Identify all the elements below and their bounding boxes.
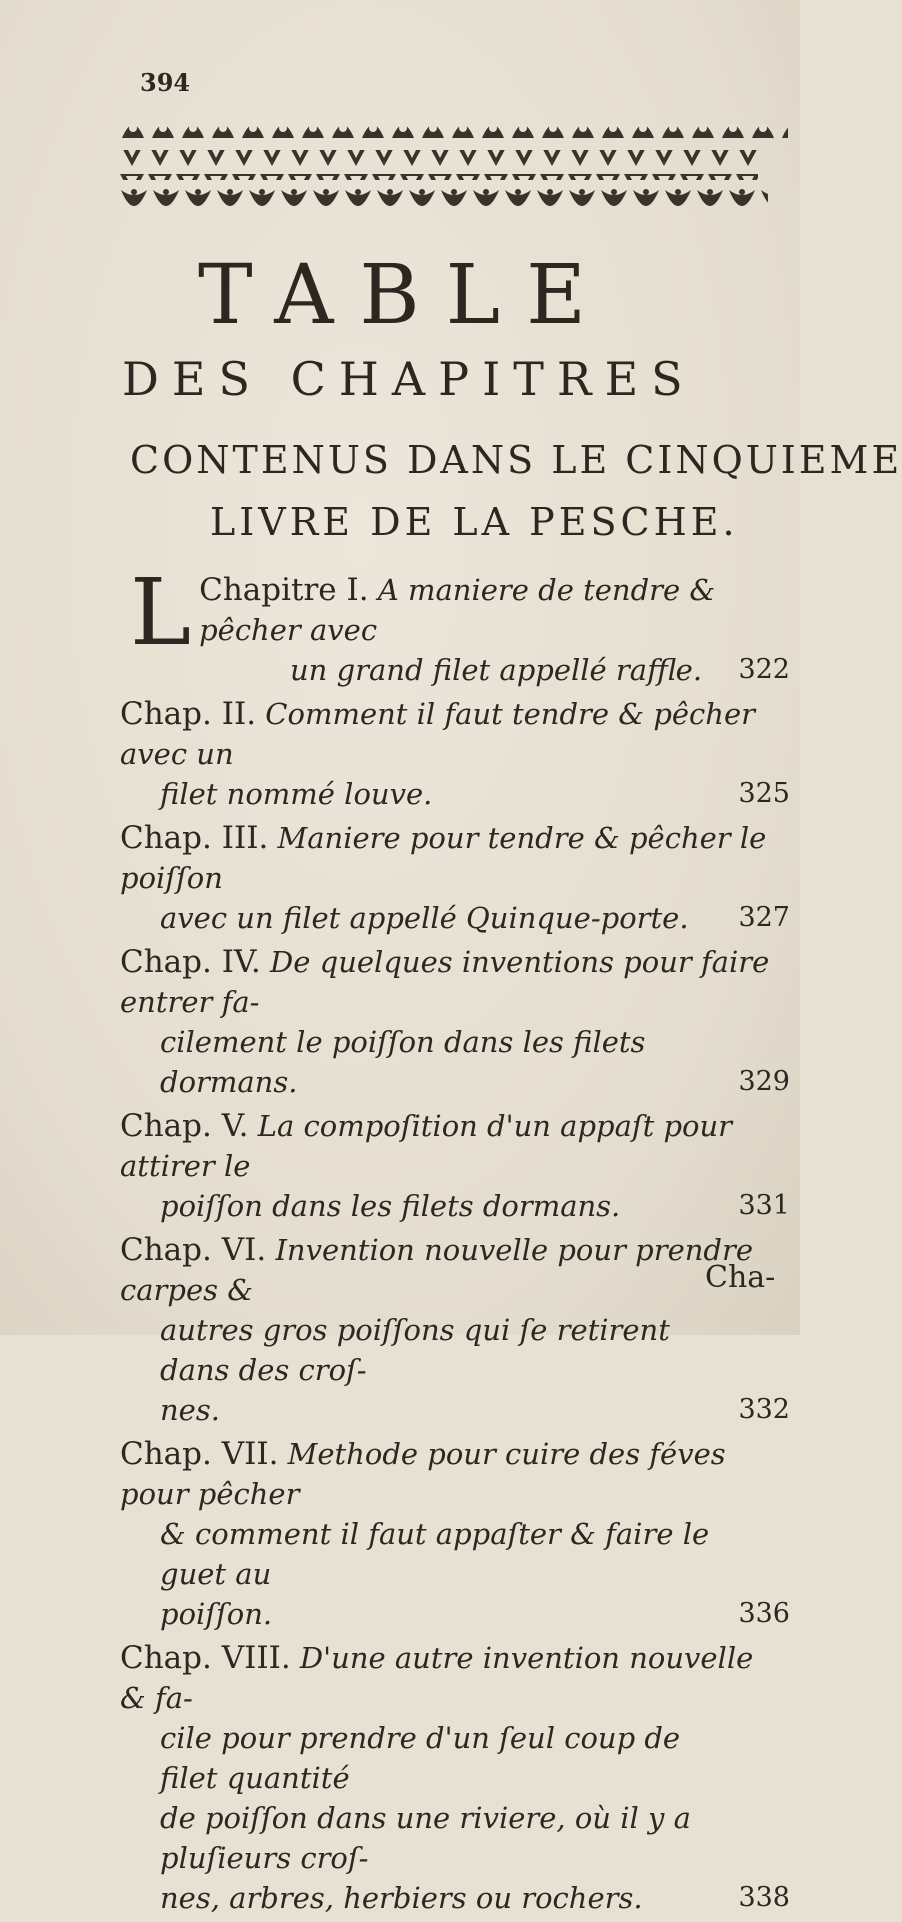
page-title: TABLE <box>198 248 612 343</box>
page-reference: 331 <box>738 1190 790 1221</box>
page-reference: 327 <box>738 902 790 933</box>
page-reference: 322 <box>738 654 790 685</box>
chapter-entry <box>120 942 790 1102</box>
chapter-text: un grand filet appellé raffle. <box>290 653 703 687</box>
chapter-text: Methode pour cuire des féves pour pêcher <box>120 1437 726 1511</box>
page-reference: 332 <box>738 1394 790 1425</box>
chapter-entry <box>120 818 790 938</box>
typographic-ornament-band <box>118 110 788 228</box>
subtitle: DES CHAPITRES <box>122 352 696 406</box>
page-reference: 325 <box>738 778 790 809</box>
chapter-text: nes. <box>160 1393 220 1427</box>
chapter-text: avec un filet appellé Quinque-porte. <box>160 901 689 935</box>
chapter-entry <box>120 1638 790 1918</box>
chapter-label: Chap. VI. <box>120 1232 267 1268</box>
chapter-text: cilement le poiſſon dans les filets dormans. <box>160 1025 646 1099</box>
catchword: Cha- <box>705 1260 776 1295</box>
chapter-list <box>120 559 790 1922</box>
chapter-text: poiſſon. <box>160 1597 273 1631</box>
chapter-text: Invention nouvelle pour prendre carpes & <box>120 1233 754 1307</box>
chapter-text: cile pour prendre d'un ſeul coup de filet quantité <box>160 1721 681 1795</box>
page-reference: 336 <box>738 1598 790 1629</box>
chapter-label: Chapitre I. <box>199 572 369 608</box>
chapter-text: A maniere de tendre & pêcher avec <box>199 573 716 647</box>
chapter-label: Chap. II. <box>120 696 257 732</box>
chapter-label: Chap. V. <box>120 1108 249 1144</box>
chapter-text: La compoſition d'un appaſt pour attirer le <box>120 1109 733 1183</box>
chapter-text: D'une autre invention nouvelle & fa- <box>120 1641 754 1715</box>
page-reference: 329 <box>738 1066 790 1097</box>
chapter-text: nes, arbres, herbiers ou rochers. <box>160 1881 643 1915</box>
chapter-entry <box>120 1106 790 1226</box>
chapter-text: Comment il faut tendre & pêcher avec un <box>120 697 755 771</box>
chapter-entry <box>120 694 790 814</box>
chapter-text: autres gros poiſſons qui ſe retirent dans des croſ- <box>160 1313 670 1387</box>
chapter-text: Maniere pour tendre & pêcher le poiſſon <box>120 821 767 895</box>
page-reference: 338 <box>738 1882 790 1913</box>
chapter-entry <box>120 1434 790 1634</box>
chapter-label: Chap. IV. <box>120 944 261 980</box>
drop-cap: L <box>130 559 192 666</box>
chapter-label: Chap. VIII. <box>120 1640 291 1676</box>
chapter-entry <box>120 559 790 690</box>
chapter-entry <box>120 1230 790 1430</box>
chapter-text: filet nommé louve. <box>160 777 433 811</box>
chapter-text: poiſſon dans les filets dormans. <box>160 1189 621 1223</box>
heading-line-2: LIVRE DE LA PESCHE. <box>210 500 739 544</box>
heading-line-1: CONTENUS DANS LE CINQUIEME <box>130 438 902 482</box>
chapter-text: de poiſſon dans une riviere, où il y a pluſieurs croſ- <box>160 1801 691 1875</box>
chapter-label: Chap. III. <box>120 820 269 856</box>
chapter-text: & comment il faut appaſter & faire le guet au <box>160 1517 710 1591</box>
chapter-label: Chap. VII. <box>120 1436 279 1472</box>
page-number: 394 <box>140 68 191 97</box>
chapter-text: De quelques inventions pour faire entrer fa- <box>120 945 770 1019</box>
